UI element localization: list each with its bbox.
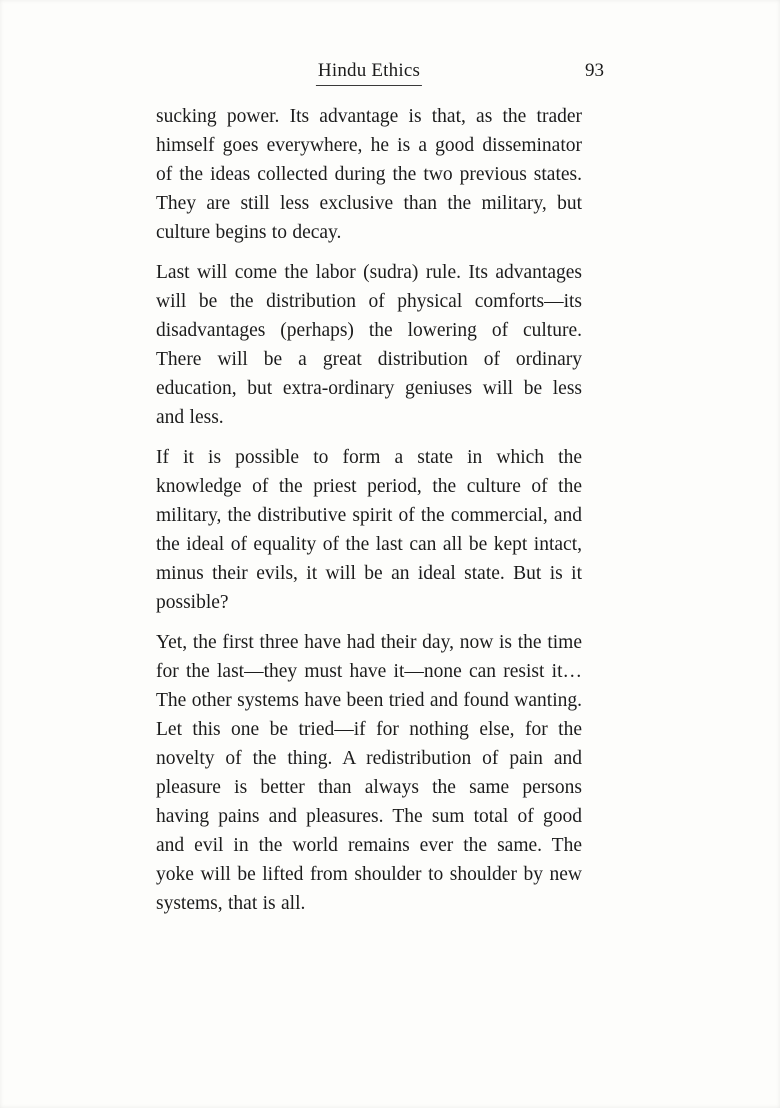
paragraph-4: Yet, the first three have had their day, now is the time for the last—they must have it—none can resist it… The other systems have been tried and found wanting. Let this one be tried—if for nothing else, for the novelty of the thing. A redistribution of pain and pleasure is better than always the same persons having pains and pleasures. The sum total of good and evil in the world remains ever the same. The yoke will be lifted from shoulder to shoulder by new systems, that is all. (156, 632, 582, 914)
page-number: 93 (585, 60, 604, 81)
running-title: Hindu Ethics (316, 60, 422, 86)
paragraph-1: sucking power. Its advantage is that, as the trader himself goes everywhere, he is a good disseminator of the ideas collected during the two previous states. They are still less exclusive than the military, but culture begins to decay. (156, 106, 582, 243)
paragraph-3: If it is possible to form a state in which the knowledge of the priest period, the culture of the military, the distributive spirit of the commercial, and the ideal of equality of the last can all be kept intact, minus their evils, it will be an ideal state. But is it possible? (156, 447, 582, 613)
text-column (156, 60, 604, 918)
page-body (156, 102, 582, 918)
paragraph-2: Last will come the labor (sudra) rule. Its advantages will be the distribution of physical comforts—its disadvantages (perhaps) the lowering of culture. There will be a great distribution of ordinary education, but extra-ordinary geniuses will be less and less. (156, 262, 582, 428)
page-header (156, 60, 604, 94)
